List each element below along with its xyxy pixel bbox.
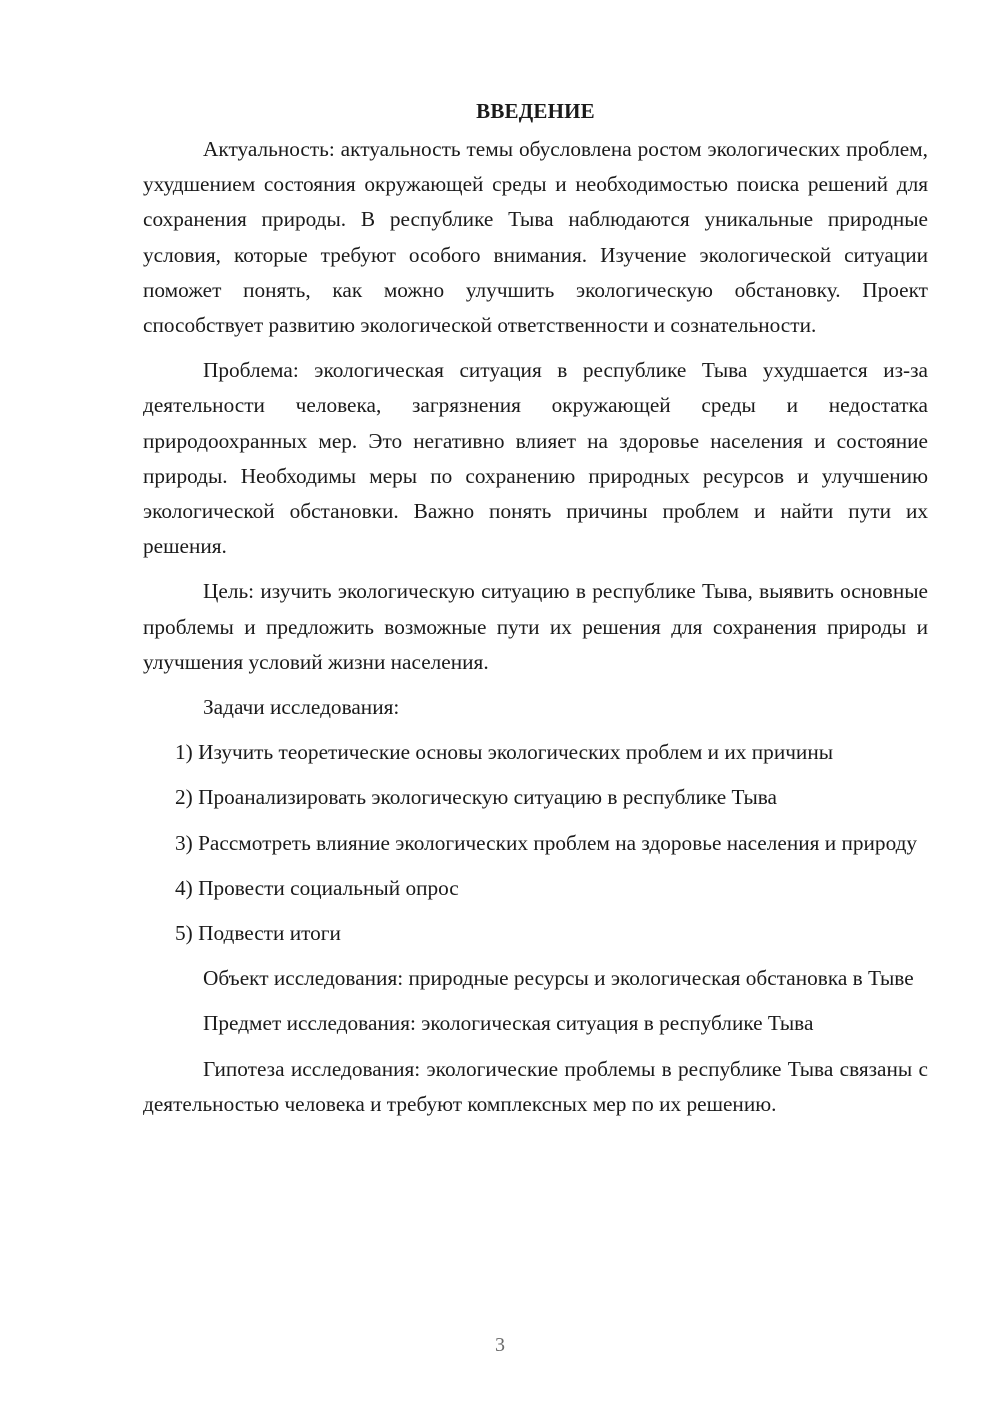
list-item: 1) Изучить теоретические основы экологических проблем и их причины bbox=[175, 740, 834, 765]
section-heading: ВВЕДЕНИЕ bbox=[476, 99, 595, 123]
list-item: 5) Подвести итоги bbox=[175, 921, 341, 946]
list-item: 4) Провести социальный опрос bbox=[175, 875, 459, 900]
page-number: 3 bbox=[495, 1334, 505, 1356]
list-item: 3) Рассмотреть влияние экологических проблем на здоровье населения и природу bbox=[175, 830, 918, 855]
document-page bbox=[143, 96, 928, 1132]
paragraph-hypothesis: Гипотеза исследования: экологические проблемы в республике Тыва связаны с деятельностью человека и требуют комплексных мер по их решению. bbox=[143, 1056, 928, 1116]
paragraph-subject: Предмет исследования: экологическая ситуация в республике Тыва bbox=[203, 1011, 814, 1036]
paragraph-tasks-title: Задачи исследования: bbox=[203, 695, 400, 720]
paragraph-problem: Проблема: экологическая ситуация в республике Тыва ухудшается из-за деятельности человека, загрязнения окружающей среды и недостатка природоохранных мер. Это негативно влияет на здоровье населения и состояние природы. Необходимы меры по сохранению природных ресурсов и улучшению экологической обстановки. Важно понять причины проблем и найти пути их решения. bbox=[143, 358, 928, 559]
list-item: 2) Проанализировать экологическую ситуацию в республике Тыва bbox=[175, 785, 778, 810]
paragraph-goal: Цель: изучить экологическую ситуацию в республике Тыва, выявить основные проблемы и предложить возможные пути их решения для сохранения природы и улучшения условий жизни населения. bbox=[143, 579, 928, 674]
paragraph-object: Объект исследования: природные ресурсы и экологическая обстановка в Тыве bbox=[203, 966, 914, 991]
paragraph-relevance: Актуальность: актуальность темы обусловлена ростом экологических проблем, ухудшением состояния окружающей среды и необходимостью поиска решений для сохранения природы. В республике Тыва наблюдаются уникальные природные условия, которые требуют особого внимания. Изучение экологической ситуации поможет понять, как можно улучшить экологическую обстановку. Проект способствует развитию экологической ответственности и сознательности. bbox=[143, 137, 928, 338]
tasks-list bbox=[143, 735, 928, 951]
